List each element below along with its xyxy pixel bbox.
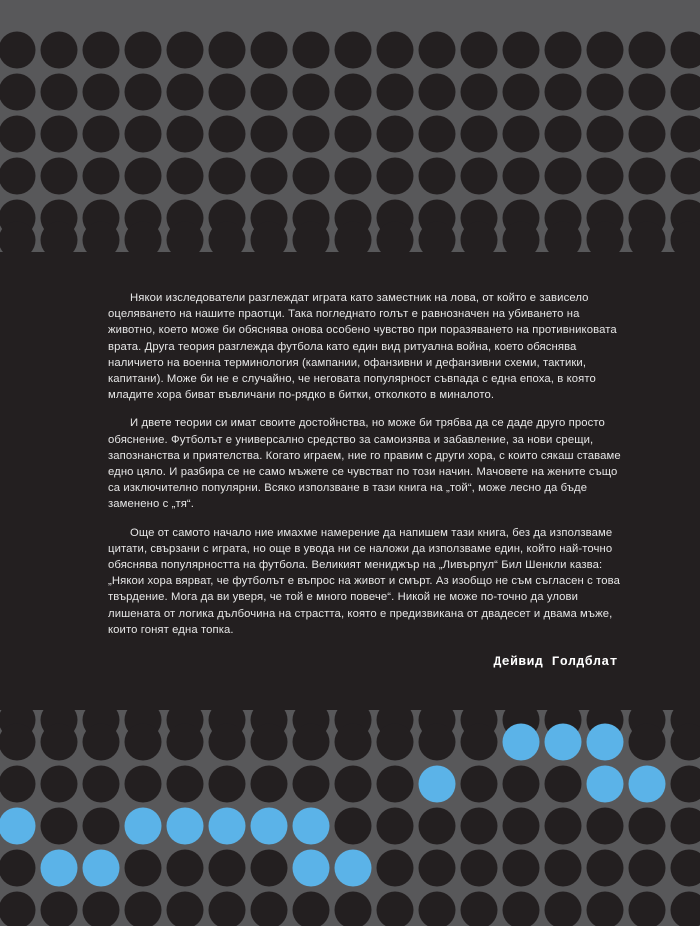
blue-dot [545, 724, 582, 761]
dot [587, 808, 624, 845]
blue-dot [293, 808, 330, 845]
dot [671, 116, 700, 153]
dot [377, 892, 414, 926]
dot [251, 116, 288, 153]
dot [83, 808, 120, 845]
dot [251, 850, 288, 887]
dot [419, 116, 456, 153]
dot [251, 158, 288, 195]
dot [125, 74, 162, 111]
dot [0, 724, 36, 761]
dot [503, 32, 540, 69]
dot [209, 32, 246, 69]
dot [671, 74, 700, 111]
dot [167, 32, 204, 69]
blue-dot [587, 766, 624, 803]
dot [629, 32, 666, 69]
dot [125, 892, 162, 926]
dot [125, 850, 162, 887]
dot [629, 850, 666, 887]
dot [293, 892, 330, 926]
dot [293, 158, 330, 195]
dot [335, 74, 372, 111]
dot [629, 892, 666, 926]
dot [587, 32, 624, 69]
dot [209, 158, 246, 195]
blue-dot [41, 850, 78, 887]
paragraph-3: Още от самото начало ние имахме намерение да напишем тази книга, без да използваме цитати, свързани с играта, но още в увода ни се наложи да използваме един, който най-точно обяснява популярността на футбола. Великият мениджър на „Ливърпул“ Бил Шенкли казва: „Някои хора вярват, че футболът е въпрос на живот и смърт. Аз изобщо не съм съгласен с това твърдение. Мога да ви уверя, че той е много повече“. Никой не може по-точно да улови лишената от логика дълбочина на страстта, която е предизвикана от двадесет и двама мъже, които гонят една топка. [108, 526, 620, 636]
dot [251, 74, 288, 111]
dot [671, 32, 700, 69]
dot [41, 116, 78, 153]
blue-dot [629, 766, 666, 803]
dot [293, 766, 330, 803]
blue-dot [503, 724, 540, 761]
dot [0, 850, 36, 887]
dot [377, 808, 414, 845]
dot [419, 74, 456, 111]
dot [503, 74, 540, 111]
dot [377, 766, 414, 803]
dot [167, 892, 204, 926]
blue-dot [335, 850, 372, 887]
dot [545, 32, 582, 69]
dot [125, 116, 162, 153]
author-signature: Дейвид Голдблат [493, 654, 618, 669]
dot [41, 808, 78, 845]
dot [125, 32, 162, 69]
dot [335, 116, 372, 153]
dot [461, 724, 498, 761]
blue-dot [83, 850, 120, 887]
dot [125, 766, 162, 803]
dot [419, 892, 456, 926]
dot [377, 158, 414, 195]
dot [125, 724, 162, 761]
blue-dot [293, 850, 330, 887]
blue-dot [209, 808, 246, 845]
dot [209, 850, 246, 887]
dot [293, 724, 330, 761]
dot [377, 724, 414, 761]
dot [167, 116, 204, 153]
dot [461, 850, 498, 887]
dot [251, 766, 288, 803]
dot [335, 808, 372, 845]
dot [587, 850, 624, 887]
dot [419, 850, 456, 887]
blue-dot [251, 808, 288, 845]
dot [167, 850, 204, 887]
dot [251, 32, 288, 69]
dot [629, 724, 666, 761]
dot [671, 808, 700, 845]
dot [167, 724, 204, 761]
dot [293, 116, 330, 153]
dot [461, 116, 498, 153]
dot [83, 892, 120, 926]
dot [545, 892, 582, 926]
dot [293, 74, 330, 111]
dot [377, 850, 414, 887]
dot [671, 158, 700, 195]
dot [461, 32, 498, 69]
dot [587, 892, 624, 926]
dot [251, 892, 288, 926]
dot [41, 32, 78, 69]
blue-dot [0, 808, 36, 845]
dot [83, 158, 120, 195]
dot [41, 74, 78, 111]
blue-dot [419, 766, 456, 803]
dot [0, 892, 36, 926]
paragraph-1: Някои изследователи разглеждат играта като заместник на лова, от който е зависело оцеляването на нашите праотци. Така погледнато голът е равнозначен на убиването на животно, което може би обяснява онова особено чувство при поразяването на противниковата врата. Друга теория разглежда футбола като един вид ритуална война, което обяснява наличието на военна терминология (кампании, офанзивни и дефанзивни схеми, тактики, капитани). Може би не е случайно, че неговата популярност съвпада с една епоха, в която младите хора биват въвличани по-рядко в битки, отколкото в миналото. [108, 292, 617, 402]
paragraph-2: И двете теории си имат своите достойнства, но може би трябва да се даде друго просто обяснение. Футболът е универсално средство за самоизява и забавление, за нови срещи, запознанства и приятелства. Когато играем, ние го правим с други хора, с които сякаш ставаме едно цяло. И разбира се не само мъжете се чувстват по този начин. Мачовете на жените също са изключително популярни. Всяко използване в тази книга на „той“, може лесно да бъде заменено с „тя“. [108, 417, 621, 511]
dot [83, 116, 120, 153]
dot [671, 766, 700, 803]
dot [335, 766, 372, 803]
dot [503, 808, 540, 845]
dot [83, 724, 120, 761]
dot [335, 32, 372, 69]
dot [209, 116, 246, 153]
dot [209, 724, 246, 761]
dot [545, 116, 582, 153]
dot [629, 158, 666, 195]
body-text [108, 290, 628, 650]
dot [503, 116, 540, 153]
dot [335, 724, 372, 761]
dot [83, 32, 120, 69]
dot [545, 74, 582, 111]
dot [377, 32, 414, 69]
dot [461, 892, 498, 926]
dot [83, 74, 120, 111]
dot [41, 892, 78, 926]
dot [629, 808, 666, 845]
dot [419, 32, 456, 69]
dot [419, 808, 456, 845]
dot [503, 850, 540, 887]
dot [0, 158, 36, 195]
dot [209, 892, 246, 926]
dot [545, 808, 582, 845]
dot [0, 32, 36, 69]
dot [503, 158, 540, 195]
dot [41, 724, 78, 761]
dot [419, 724, 456, 761]
dot [0, 74, 36, 111]
dot [377, 116, 414, 153]
dot [503, 766, 540, 803]
dot [629, 74, 666, 111]
blue-dot [167, 808, 204, 845]
dot [587, 116, 624, 153]
dot [0, 116, 36, 153]
dot [83, 766, 120, 803]
dot [629, 116, 666, 153]
dot [377, 74, 414, 111]
dot [125, 158, 162, 195]
dot [0, 766, 36, 803]
blue-dot [125, 808, 162, 845]
dot [419, 158, 456, 195]
dot [503, 892, 540, 926]
dot [335, 892, 372, 926]
dot [251, 724, 288, 761]
dot [41, 766, 78, 803]
dot [545, 158, 582, 195]
dot [167, 766, 204, 803]
dot [671, 892, 700, 926]
dot [41, 158, 78, 195]
dot [167, 74, 204, 111]
dot [335, 158, 372, 195]
dot [167, 158, 204, 195]
dot [461, 808, 498, 845]
dot [461, 766, 498, 803]
dot [461, 74, 498, 111]
dot [545, 766, 582, 803]
dot [461, 158, 498, 195]
dot [587, 74, 624, 111]
dot [545, 850, 582, 887]
dot [209, 74, 246, 111]
dot [671, 850, 700, 887]
dot [293, 32, 330, 69]
dot [209, 766, 246, 803]
dot [587, 158, 624, 195]
blue-dot [587, 724, 624, 761]
